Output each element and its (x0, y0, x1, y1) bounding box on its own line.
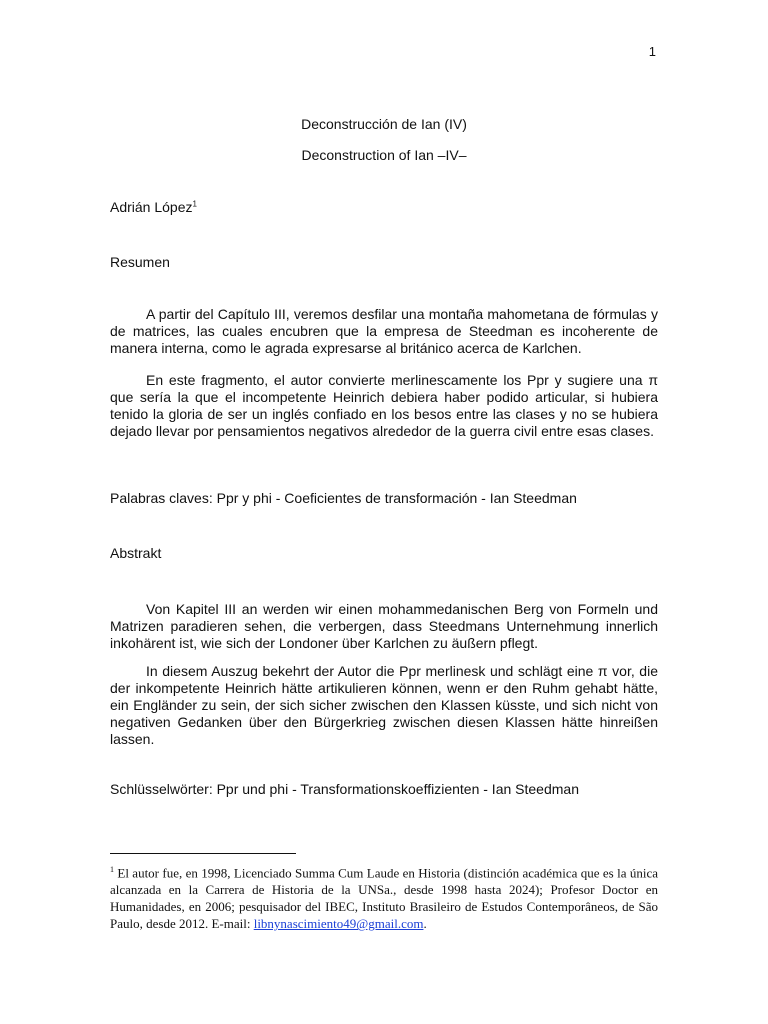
resumen-paragraph-2: En este fragmento, el autor convierte merlinescamente los Ppr y sugiere una π que sería la que el incompetente Heinrich debiera haber podido articular, si hubiera tenido la gloria de ser un inglés confiado en los besos entre las clases y no se hubiera dejado llevar por pensamientos negativos alrededor de la guerra civil entre esas clases. (110, 372, 658, 439)
palabras-claves: Palabras claves: Ppr y phi - Coeficientes de transformación - Ian Steedman (110, 490, 577, 506)
author-name: Adrián López (110, 199, 193, 215)
resumen-paragraph-1: A partir del Capítulo III, veremos desfilar una montaña mahometana de fórmulas y de matrices, las cuales encubren que la empresa de Steedman es incoherente de manera interna, como le agrada expresarse al británico acerca de Karlchen. (110, 306, 658, 356)
page-number: 1 (648, 44, 656, 59)
author-footnote-mark: 1 (192, 199, 197, 209)
author-line (110, 199, 197, 215)
footnote-text: El autor fue, en 1998, Licenciado Summa Cum Laude en Historia (distinción académica que es la única alcanzada en la Carrera de Historia de la UNSa., desde 1998 hasta 2024); Profesor Doctor en Humanidades, en 2006; pesquisador del IBEC, Instituto Brasileiro de Estudos Contemporâneos, de São Paulo, desde 2012. E-mail: (110, 865, 658, 932)
footnote (110, 861, 658, 932)
footnote-rule (110, 853, 296, 854)
footnote-end: . (423, 916, 427, 932)
schluesselwoerter: Schlüsselwörter: Ppr und phi - Transformationskoeffizienten - Ian Steedman (110, 781, 579, 797)
document-title: Deconstrucción de Ian (IV) (301, 116, 467, 132)
abstrakt-paragraph-2: In diesem Auszug bekehrt der Autor die Ppr merlinesk und schlägt eine π vor, die der inkompetente Heinrich hätte artikulieren können, wenn er den Ruhm gehabt hätte, ein Engländer zu sein, der sich sicher zwischen den Klassen küsste, und sich nicht von negativen Gedanken über den Bürgerkrieg zwischen diesen Klassen hätte hinreißen lassen. (110, 663, 658, 747)
footnote-email-link[interactable]: libnynascimiento49@gmail.com (253, 916, 424, 932)
document-subtitle: Deconstruction of Ian –IV– (301, 147, 467, 163)
abstrakt-paragraph-1: Von Kapitel III an werden wir einen mohammedanischen Berg von Formeln und Matrizen paradieren sehen, die verbergen, dass Steedmans Unternehmung innerlich inkohärent ist, wie sich der Londoner über Karlchen zu äußern pflegt. (110, 601, 658, 651)
abstrakt-heading: Abstrakt (110, 545, 162, 561)
footnote-mark: 1 (110, 865, 114, 874)
resumen-heading: Resumen (110, 254, 170, 270)
